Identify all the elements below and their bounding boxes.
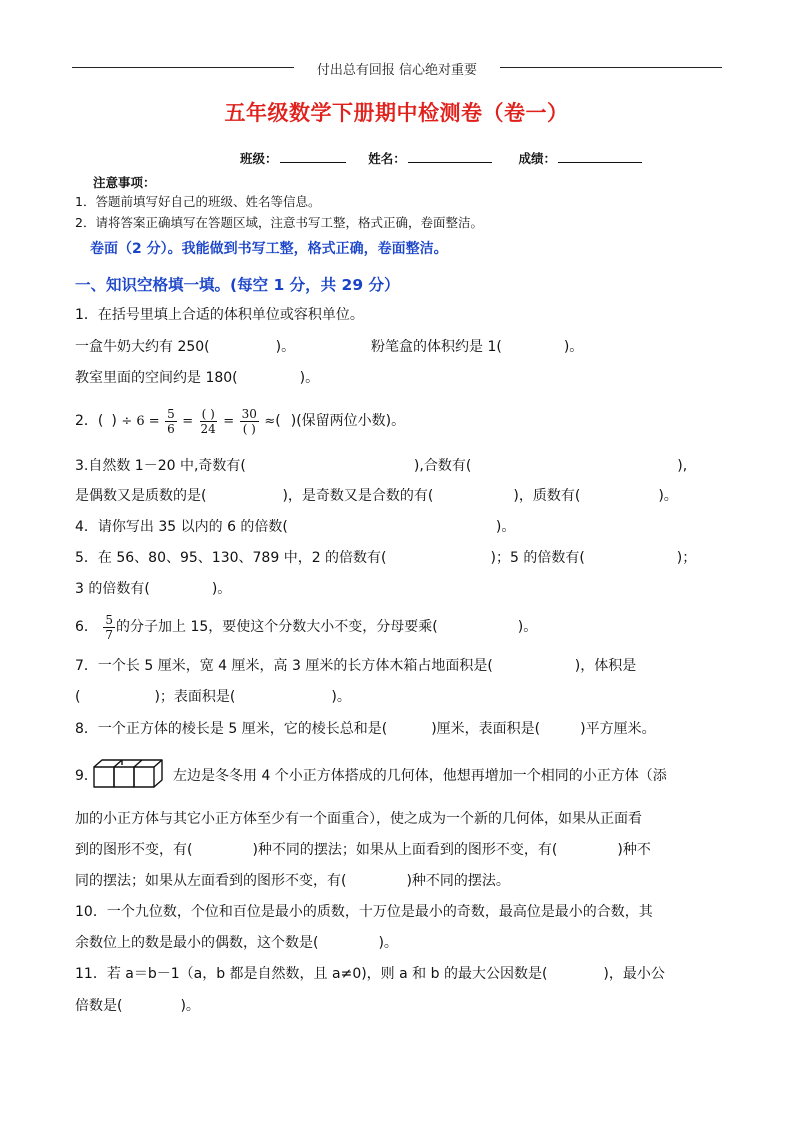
q5-text: 3 的倍数有(: [75, 581, 150, 597]
neatness-statement: 卷面（2 分）。我能做到书写工整，格式正确，卷面整洁。: [90, 241, 448, 257]
q11-text: 倍数是(: [75, 998, 123, 1014]
q2-fraction-1: [165, 407, 177, 436]
q4-text: 4．请你写出 35 以内的 6 的倍数(: [75, 519, 288, 535]
q3-text: ),合数有(: [413, 458, 472, 474]
frac-den: ( ): [242, 421, 256, 436]
q2-fraction-2: [199, 407, 218, 436]
q11-line-1: [75, 965, 665, 983]
q10-text: )。: [378, 935, 398, 951]
cube-face: [94, 767, 114, 787]
cubes-figure: [92, 757, 172, 789]
q2-close: ): [290, 413, 297, 429]
student-info-row: [240, 149, 642, 167]
notes-title: 注意事项：: [93, 175, 156, 190]
q10-line-2: [75, 934, 398, 952]
score-label: 成绩：: [518, 151, 556, 166]
q2-approx: ≈: [264, 414, 276, 429]
q3-text: 3.自然数 1－20 中,奇数有(: [75, 458, 246, 474]
q7-line-1: [75, 657, 636, 675]
q2-div6: ÷ 6 =: [121, 414, 160, 429]
q3-text: )，质数有(: [513, 488, 581, 504]
q2-label: 2．: [75, 413, 98, 429]
q5-text: )；: [676, 550, 697, 566]
q6-fraction: [103, 613, 115, 642]
q2-line: [75, 402, 405, 440]
q11-text: )。: [180, 998, 200, 1014]
q7-line-2: [75, 688, 351, 706]
q9-label: 9．: [75, 768, 98, 784]
frac-num: ( ): [201, 406, 215, 421]
class-blank: [280, 151, 346, 163]
frac-den: 24: [200, 421, 216, 436]
q1-c-post: )。: [299, 370, 320, 386]
section-heading: 一、知识空格填一填。(每空 1 分，共 29 分）: [75, 276, 400, 294]
q9-text: 到的图形不变，有(: [75, 842, 193, 858]
q2-close: ): [111, 413, 117, 429]
frac-num: 5: [105, 612, 114, 627]
q7-text: 7．一个长 5 厘米，宽 4 厘米，高 3 厘米的长方体木箱占地面积是(: [75, 658, 493, 674]
q7-text: (: [75, 689, 81, 705]
q1-line-a: [75, 338, 295, 356]
q1-a-post: )。: [275, 339, 296, 355]
q9-line-2: 加的小正方体与其它小正方体至少有一个面重合），使之成为一个新的几何体，如果从正面看: [75, 811, 642, 827]
q2-open: (: [275, 413, 281, 429]
q2-eq2: =: [223, 414, 235, 429]
cube-top: [94, 760, 162, 767]
q8-line: [75, 720, 656, 738]
q7-text: )；表面积是(: [154, 689, 236, 705]
q3-line-1: [75, 457, 687, 475]
frac-den: 6: [167, 421, 175, 436]
q3-text: )，是奇数又是合数的有(: [282, 488, 434, 504]
q10-line-1: 10．一个九位数，个位和百位是最小的质数，十万位是最小的奇数，最高位是最小的合数，其: [75, 904, 653, 920]
q4-line: [75, 518, 515, 536]
q1-b-post: )。: [563, 339, 584, 355]
frac-num: 30: [241, 406, 257, 421]
q5-text: )；5 的倍数有(: [490, 550, 585, 566]
q6-line: [75, 610, 537, 644]
name-label: 姓名：: [368, 151, 406, 166]
score-blank: [558, 151, 642, 163]
name-blank: [408, 151, 492, 163]
q9-line-1: 左边是冬冬用 4 个小正方体搭成的几何体，他想再增加一个相同的小正方体（添: [173, 768, 667, 784]
q9-text: )种不同的摆法。: [406, 873, 510, 889]
q9-line-3: [75, 841, 651, 859]
q8-text: )厘米，表面积是(: [431, 721, 541, 737]
frac-num: 5: [167, 406, 175, 421]
q1-a-pre: 一盒牛奶大约有 250(: [75, 339, 210, 355]
q2-fraction-3: [240, 407, 259, 436]
q6-text: 的分子加上 15，要使这个分数大小不变，分母要乘(: [116, 619, 438, 635]
cube-face: [114, 767, 134, 787]
q8-text: 8．一个正方体的棱长是 5 厘米，它的棱长总和是(: [75, 721, 388, 737]
q6-label: 6．: [75, 619, 98, 635]
q11-line-2: [75, 997, 200, 1015]
q1-line-b: [371, 338, 583, 356]
q10-text: 余数位上的数是最小的偶数，这个数是(: [75, 935, 319, 951]
note-item: 2．请将答案正确填写在答题区域，注意书写工整，格式正确，卷面整洁。: [75, 215, 483, 230]
header-motto-line: [72, 58, 722, 78]
class-label: 班级：: [240, 151, 278, 166]
q1-b-pre: 粉笔盒的体积约是 1(: [371, 339, 502, 355]
header-motto: 付出总有回报 信心绝对重要: [316, 63, 478, 78]
q3-line-2: [75, 487, 678, 505]
q2-tail: (保留两位小数)。: [296, 413, 406, 429]
q4-text: )。: [495, 519, 516, 535]
q5-line-1: [75, 549, 696, 567]
q5-text: )。: [211, 581, 232, 597]
q1-c-pre: 教室里面的空间约是 180(: [75, 370, 238, 386]
header-rule-left: [72, 67, 294, 68]
q3-text: 是偶数又是质数的是(: [75, 488, 207, 504]
q3-text: ),: [677, 458, 688, 474]
q2-open: (: [97, 413, 104, 429]
q11-text: 11．若 a＝b－1（a，b 都是自然数，且 a≠0)，则 a 和 b 的最大公因数是(: [75, 966, 548, 982]
q5-line-2: [75, 580, 231, 598]
cube-edge: [114, 760, 122, 767]
cube-face: [134, 767, 154, 787]
note-item: 1．答题前填写好自己的班级、姓名等信息。: [75, 194, 321, 209]
exam-title: 五年级数学下册期中检测卷（卷一）: [224, 101, 569, 125]
frac-den: 7: [105, 627, 114, 642]
q1-stem: 1．在括号里填上合适的体积单位或容积单位。: [75, 307, 364, 323]
q7-text: )。: [331, 689, 351, 705]
q2-eq1: =: [182, 414, 194, 429]
q9-line-4: [75, 872, 510, 890]
q11-text: )，最小公: [603, 966, 665, 982]
q9-text: )种不: [617, 842, 651, 858]
q1-line-c: [75, 369, 319, 387]
q3-text: )。: [658, 488, 678, 504]
header-rule-right: [500, 67, 722, 68]
q5-text: 5．在 56、80、95、130、789 中，2 的倍数有(: [75, 550, 387, 566]
q9-text: 同的摆法；如果从左面看到的图形不变，有(: [75, 873, 347, 889]
q6-text: )。: [517, 619, 538, 635]
cube-edge: [134, 760, 142, 767]
q7-text: )，体积是: [574, 658, 637, 674]
q8-text: )平方厘米。: [580, 721, 656, 737]
q9-text: )种不同的摆法；如果从上面看到的图形不变，有(: [252, 842, 558, 858]
